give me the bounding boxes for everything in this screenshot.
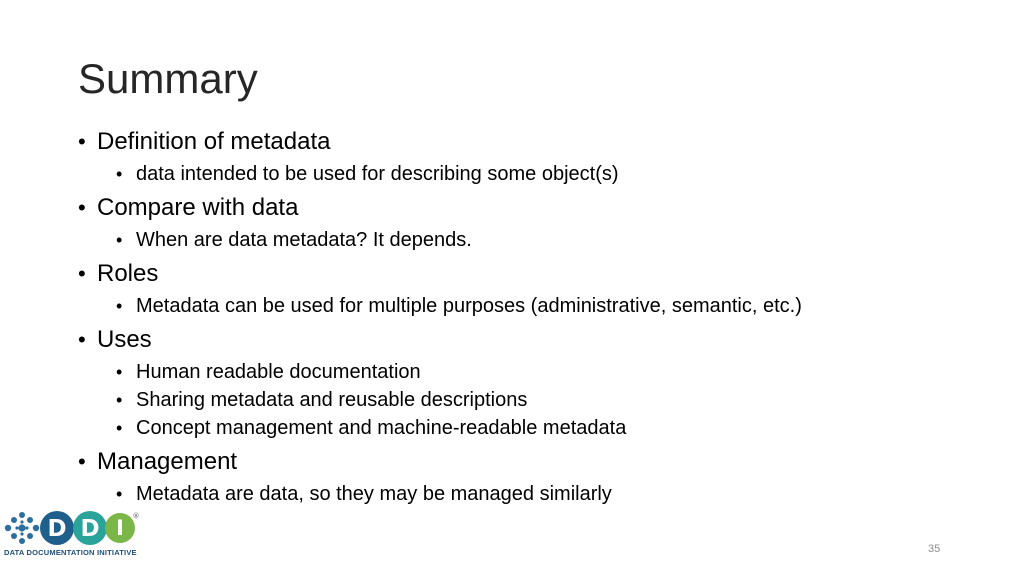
logo-letter-d2: D	[80, 516, 100, 542]
bullet-management: • Management	[78, 444, 802, 480]
registered-mark: ®	[132, 512, 140, 520]
globe-dots-icon	[5, 512, 39, 544]
slide-title: Summary	[78, 55, 258, 102]
sub-bullet: • Metadata can be used for multiple purposes (administrative, semantic, etc.)	[78, 292, 802, 320]
bullet-uses: • Uses	[78, 322, 802, 358]
sub-list-uses	[78, 358, 802, 442]
ddi-logo	[2, 508, 142, 560]
page-number: 35	[928, 543, 941, 555]
sub-bullet: • data intended to be used for describing some object(s)	[78, 160, 802, 188]
sub-list-roles	[78, 292, 802, 320]
sub-list-compare	[78, 226, 802, 254]
sub-bullet: • Concept management and machine-readable metadata	[78, 414, 802, 442]
logo-letter-d1: D	[47, 516, 67, 542]
sub-list-definition	[78, 160, 802, 188]
logo-caption: DATA DOCUMENTATION INITIATIVE	[4, 548, 137, 557]
bullet-roles: • Roles	[78, 256, 802, 292]
ddi-logo-mark	[2, 508, 140, 548]
sub-list-management	[78, 480, 802, 508]
bullet-compare-with-data: • Compare with data	[78, 190, 802, 226]
sub-bullet: • Metadata are data, so they may be managed similarly	[78, 480, 802, 508]
sub-bullet: • Human readable documentation	[78, 358, 802, 386]
bullet-definition-of-metadata: • Definition of metadata	[78, 124, 802, 160]
sub-bullet: • Sharing metadata and reusable descriptions	[78, 386, 802, 414]
sub-bullet: • When are data metadata? It depends.	[78, 226, 802, 254]
logo-letter-i: I	[116, 516, 124, 540]
bullet-list	[78, 124, 802, 510]
